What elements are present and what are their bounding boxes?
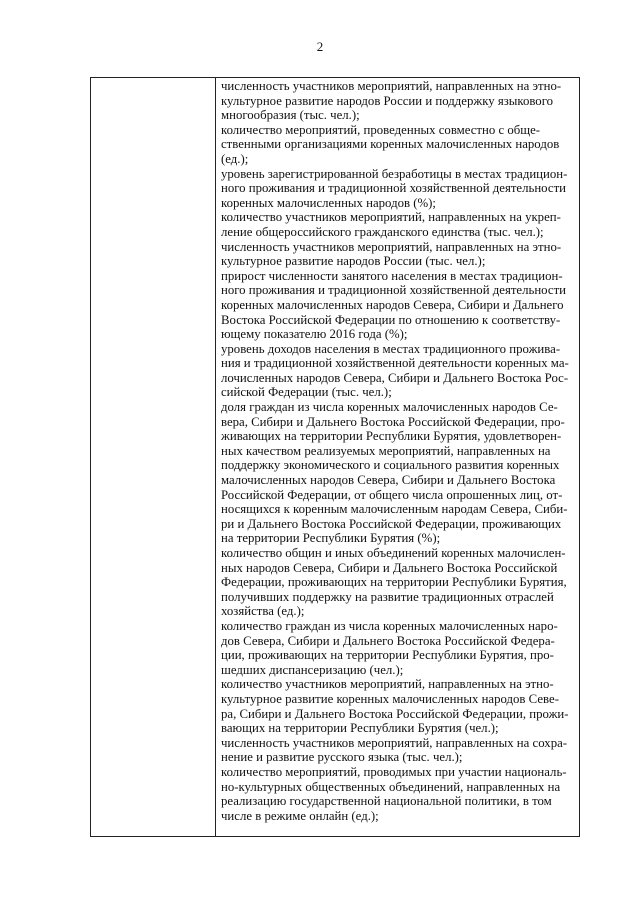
indicators-table (90, 77, 580, 837)
table-row (91, 78, 580, 837)
indicator-item: численность участников мероприятий, направленных на этно- культурное развитие народов России (тыс. чел.); (221, 239, 562, 269)
indicator-item: численность участников мероприятий, направленных на этно- культурное развитие народов России и поддержку языкового многообразия (тыс. чел.); (221, 79, 562, 123)
indicator-item: количество граждан из числа коренных малочисленных наро- дов Севера, Сибири и Дальнего Востока Российской Федера- ции, проживающих на территории Республики Бурятия, про- шедших диспансеризацию (чел.); (221, 618, 558, 677)
indicator-item: доля граждан из числа коренных малочисленных народов Се- вера, Сибири и Дальнего Востока Российской Федерации, про- живающих на территории Республики Бурятия, удовлетворен- ных качеством реализуемых мероприятий, направленных на поддержку экономического и социального развития коренных малочисленных народов Севера, Сибири и Дальнего Востока Российской Федерации, от общего числа опрошенных лиц, от- носящихся к коренным малочисленным народам Севера, Сиби- ри и Дальнего Востока Российской Федерации, проживающих на территории Республики Бурятия (%); (221, 400, 568, 546)
table-left-cell (91, 78, 216, 837)
indicator-item: уровень доходов населения в местах традиционного прожива- ния и традиционной хозяйственной деятельности коренных ма- лочисленных народов Севера, Сибири и Дальнего Востока Рос- сийской Федерации (тыс. чел.); (221, 341, 569, 400)
indicator-item: прирост численности занятого населения в местах традицион- ного проживания и традиционной хозяйственной деятельности коренных малочисленных народов Севера, Сибири и Дальнего Востока Российской Федерации по отношению к соответству- ющему показателю 2016 года (%); (221, 268, 567, 342)
indicator-item: количество общин и иных объединений коренных малочислен- ных народов Севера, Сибири и Дальнего Востока Российской Федерации, проживающих на территории Республики Бурятия, получивших поддержку на развитие традиционных отраслей хозяйства (ед.); (221, 546, 567, 619)
indicator-item: количество мероприятий, проводимых при участии националь- но-культурных общественных объединений, направленных на реализацию государственной национальной политики, в том числе в режиме онлайн (ед.); (221, 764, 567, 823)
indicator-item: численность участников мероприятий, направленных на сохра- нение и развитие русского языка (тыс. чел.); (221, 735, 568, 765)
indicator-item: количество мероприятий, проведенных совместно с обще- ственными организациями коренных малочисленных народов (ед.); (221, 122, 560, 166)
table-right-cell (216, 78, 580, 837)
indicator-item: уровень зарегистрированной безработицы в местах традицион- ного проживания и традиционной хозяйственной деятельности коренных малочисленных народов (%); (221, 166, 568, 210)
page-number: 2 (316, 39, 324, 54)
indicator-item: количество участников мероприятий, направленных на укреп- ление общероссийского гражданского единства (тыс. чел.); (221, 210, 561, 239)
indicator-item: количество участников мероприятий, направленных на этно- культурное развитие коренных малочисленных народов Севе- ра, Сибири и Дальнего Востока Российской Федерации, прожи- вающих на территории Республики Бурятия (чел.); (221, 677, 569, 736)
